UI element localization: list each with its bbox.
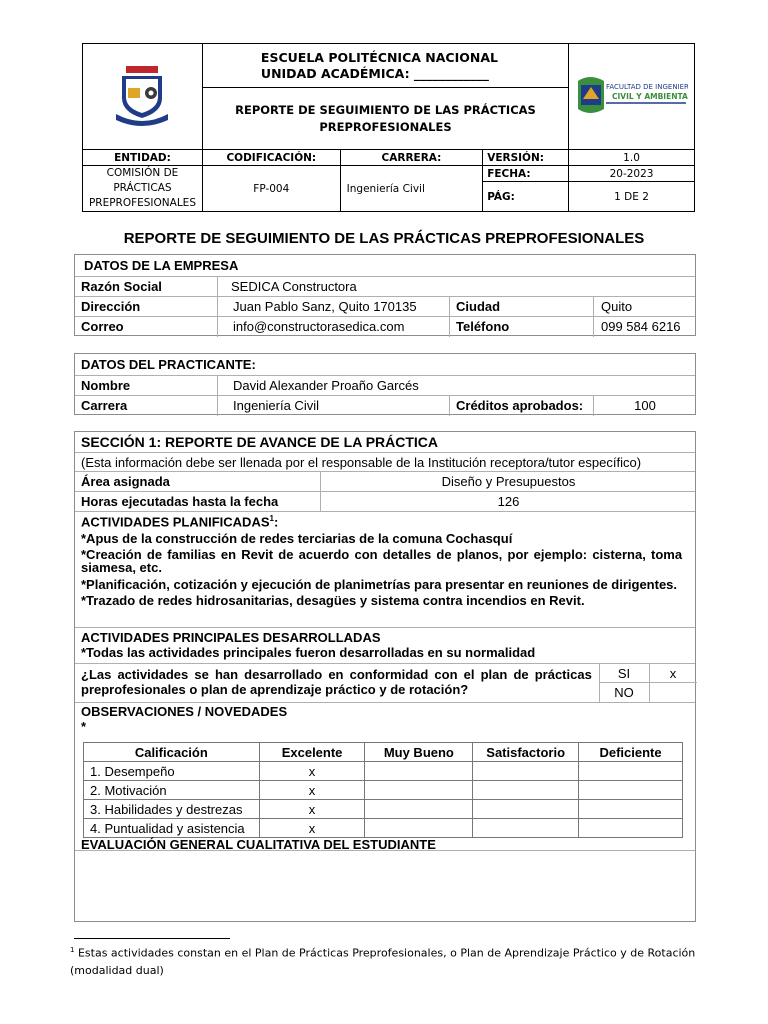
rating-excelente-cell[interactable]: x <box>259 819 365 838</box>
planned-heading-colon: : <box>273 514 279 530</box>
footnote-mark: 1 <box>70 946 75 954</box>
footnote-line-2: (modalidad dual) <box>70 963 164 977</box>
date-label: FECHA: <box>483 166 569 182</box>
planned-item-4: *Trazado de redes hidrosanitarias, desagües y sistema contra incendios en Revit. <box>81 593 585 608</box>
header-table <box>82 43 695 212</box>
rating-muy-bueno-cell[interactable] <box>365 800 473 819</box>
planned-item-2-cont: siamesa, etc. <box>81 560 162 575</box>
rating-satisfactorio-cell[interactable] <box>473 781 579 800</box>
city-value: Quito <box>601 299 633 314</box>
rating-header: Muy Bueno <box>365 743 473 762</box>
section1 <box>74 431 696 922</box>
career-value: Ingeniería Civil <box>340 166 483 212</box>
rating-excelente-cell[interactable]: x <box>259 781 365 800</box>
rating-satisfactorio-cell[interactable] <box>473 762 579 781</box>
credits-label: Créditos aprobados: <box>456 398 584 413</box>
svg-text:CIVIL Y AMBIENTAL: CIVIL Y AMBIENTAL <box>611 92 688 101</box>
planned-item-2-text: *Creación de familias en Revit de acuerdo con detalles de planos, por ejemplo: cisterna, toma <box>81 547 683 562</box>
rating-row <box>84 819 683 838</box>
email-label: Correo <box>81 319 124 334</box>
report-title-cell <box>202 88 568 150</box>
rating-deficiente-cell[interactable] <box>579 781 683 800</box>
observations-heading: OBSERVACIONES / NOVEDADES <box>81 704 288 719</box>
faculty-logo-cell <box>569 44 695 150</box>
intern-name-label: Nombre <box>81 378 131 393</box>
footnote <box>70 942 750 979</box>
intern-heading: DATOS DEL PRACTICANTE: <box>81 357 256 372</box>
rating-deficiente-cell[interactable] <box>579 800 683 819</box>
date-value: 20-2023 <box>569 166 695 182</box>
planned-item-2 <box>81 547 689 562</box>
no-label: NO <box>614 685 634 700</box>
phone-value: 099 584 6216 <box>601 319 681 334</box>
evaluation-heading: EVALUACIÓN GENERAL CUALITATIVA DEL ESTUDIANTE <box>81 837 436 852</box>
evaluation-text-area[interactable] <box>75 852 697 922</box>
email-value: info@constructorasedica.com <box>233 319 405 334</box>
footnote-divider <box>74 938 230 939</box>
rating-muy-bueno-cell[interactable] <box>365 819 473 838</box>
rating-criterion: 1. Desempeño <box>84 762 260 781</box>
faculty-logo-text: FACULTAD DE INGENIERÍA <box>605 83 688 91</box>
section1-note: (Esta información debe ser llenada por el responsable de la Institución receptora/tutor específico) <box>81 455 642 470</box>
code-label: CODIFICACIÓN: <box>202 150 340 166</box>
rating-muy-bueno-cell[interactable] <box>365 762 473 781</box>
section1-heading: SECCIÓN 1: REPORTE DE AVANCE DE LA PRÁCTICA <box>81 434 439 450</box>
planned-heading <box>81 514 278 529</box>
entity-label: ENTIDAD: <box>83 150 203 166</box>
rating-deficiente-cell[interactable] <box>579 819 683 838</box>
faculty-logo <box>576 73 688 117</box>
page-label: PÁG: <box>483 182 569 212</box>
rating-header: Satisfactorio <box>473 743 579 762</box>
epn-logo <box>112 64 172 126</box>
area-value: Diseño y Presupuestos <box>441 474 576 489</box>
area-label: Área asignada <box>81 474 170 489</box>
rating-excelente-cell[interactable]: x <box>259 800 365 819</box>
phone-label: Teléfono <box>456 319 510 334</box>
rating-header-row <box>84 743 683 762</box>
rating-excelente-cell[interactable]: x <box>259 762 365 781</box>
main-activity-1: *Todas las actividades principales fueron desarrolladas en su normalidad <box>81 645 536 660</box>
main-title: REPORTE DE SEGUIMIENTO DE LAS PRÁCTICAS PREPROFESIONALES <box>123 230 645 247</box>
planned-footnote-ref: 1 <box>269 514 274 523</box>
version-label: VERSIÓN: <box>483 150 569 166</box>
footnote-text: Estas actividades constan en el Plan de Prácticas Preprofesionales, o Plan de Aprendizaje Práctico y de Rotación <box>74 946 696 960</box>
entity-value: COMISIÓN DE PRÁCTICAS PREPROFESIONALES <box>83 166 203 212</box>
rating-row <box>84 800 683 819</box>
rating-table <box>83 742 683 838</box>
rating-deficiente-cell[interactable] <box>579 762 683 781</box>
intern-career-label: Carrera <box>81 398 128 413</box>
observations-text: * <box>81 719 87 734</box>
hours-value: 126 <box>497 494 520 509</box>
epn-logo-cell <box>83 44 203 150</box>
planned-heading-text: ACTIVIDADES PLANIFICADAS <box>81 514 270 530</box>
rating-satisfactorio-cell[interactable] <box>473 819 579 838</box>
code-value: FP-004 <box>202 166 340 212</box>
planned-item-1: *Apus de la construcción de redes terciarias de la comuna Cochasquí <box>81 531 513 546</box>
hours-label: Horas ejecutadas hasta la fecha <box>81 494 279 509</box>
intern-career-value: Ingeniería Civil <box>233 398 319 413</box>
company-heading: DATOS DE LA EMPRESA <box>84 258 239 273</box>
credits-value: 100 <box>634 398 656 413</box>
company-section <box>74 254 696 336</box>
address-label: Dirección <box>81 299 141 314</box>
rating-satisfactorio-cell[interactable] <box>473 800 579 819</box>
career-label: CARRERA: <box>340 150 483 166</box>
planned-item-3: *Planificación, cotización y ejecución de planimetrías para presentar en reuniones de dirigentes. <box>81 577 678 592</box>
intern-section <box>74 353 696 415</box>
rating-header: Deficiente <box>579 743 683 762</box>
rating-criterion: 4. Puntualidad y asistencia <box>84 819 260 838</box>
school-name: ESCUELA POLITÉCNICA NACIONAL <box>260 49 498 65</box>
intern-name-value: David Alexander Proaño Garcés <box>233 378 419 393</box>
company-name-value: SEDICA Constructora <box>231 279 357 294</box>
rating-row <box>84 762 683 781</box>
rating-header: Calificación <box>84 743 260 762</box>
city-label: Ciudad <box>456 299 501 314</box>
conformity-question-cont: preprofesionales o plan de aprendizaje práctico y de rotación? <box>81 682 469 697</box>
version-value: 1.0 <box>569 150 695 166</box>
company-name-label: Razón Social <box>81 279 162 294</box>
yes-label: SI <box>617 666 631 681</box>
rating-criterion: 2. Motivación <box>84 781 260 800</box>
academic-unit: UNIDAD ACADÉMICA: ____________ <box>260 65 489 81</box>
footnote-line-1 <box>70 942 750 962</box>
page-value: 1 DE 2 <box>569 182 695 212</box>
conformity-question: ¿Las actividades se han desarrollado en conformidad con el plan de prácticas <box>81 667 592 682</box>
address-value: Juan Pablo Sanz, Quito 170135 <box>233 299 417 314</box>
rating-criterion: 3. Habilidades y destrezas <box>84 800 260 819</box>
report-title: REPORTE DE SEGUIMIENTO DE LAS PRÁCTICAS PREPROFESIONALES <box>235 102 536 134</box>
rating-header: Excelente <box>259 743 365 762</box>
rating-row <box>84 781 683 800</box>
school-title-cell <box>202 44 568 88</box>
main-activities-heading: ACTIVIDADES PRINCIPALES DESARROLLADAS <box>81 630 381 645</box>
rating-muy-bueno-cell[interactable] <box>365 781 473 800</box>
yes-checkbox[interactable]: x <box>669 666 677 681</box>
